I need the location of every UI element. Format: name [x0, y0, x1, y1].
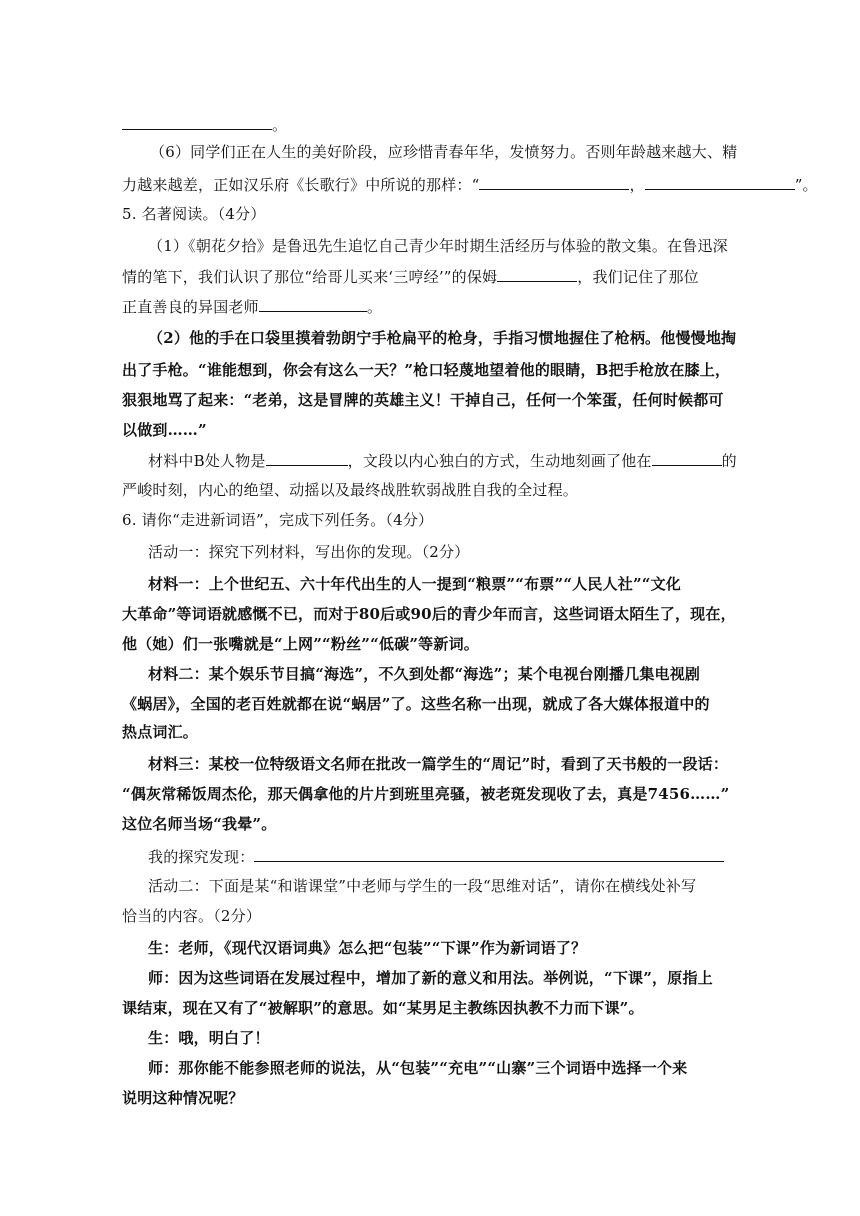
question-5-2-text [0, 450, 860, 471]
text: 力越来越差，正如汉乐府《长歌行》中所说的那样：“ [122, 176, 480, 194]
answer-blank[interactable] [254, 846, 724, 862]
section-6-heading: 6. 请你“走进新词语”，完成下列任务。（4分） [122, 511, 434, 529]
text: 情的笔下，我们认识了那位“给哥儿买来‘三哼经’”的保姆 [122, 268, 498, 286]
text: ”。 [794, 176, 818, 194]
question-6-text-cont [0, 174, 860, 195]
question-5-2-passage: 出了手枪。“谁能想到，你会有这么一天？”枪口轻蔑地望着他的眼睛，B把手枪放在膝上， [122, 361, 731, 379]
dialogue-line: 生：老师，《现代汉语词典》怎么把“包装”“下课”作为新词语了？ [148, 939, 587, 957]
answer-blank[interactable] [479, 174, 629, 190]
text: 正直善良的异国老师 [122, 298, 259, 316]
question-5-2-text-cont: 严峻时刻，内心的绝望、动摇以及最终战胜软弱战胜自我的全过程。 [122, 481, 579, 499]
material-1: 大革命”等词语就感慨不已，而对于80后或90后的青少年而言，这些词语太陌生了，现在， [122, 605, 736, 623]
text: 材料中B处人物是 [148, 452, 266, 470]
material-2: 热点词汇。 [122, 723, 199, 741]
answer-blank[interactable] [497, 266, 577, 282]
answer-blank[interactable] [652, 450, 722, 466]
material-2: 《蜗居》，全国的老百姓就都在说“蜗居”了。这些名称一出现，就成了各大媒体报道中的 [122, 695, 710, 713]
question-6-text: （6）同学们正在人生的美好阶段，应珍惜青春年华，发愤努力。否则年龄越来越大、精 [150, 143, 738, 161]
answer-blank[interactable] [266, 450, 348, 466]
question-5-1-text-cont [0, 266, 860, 287]
question-5-1-text: （1）《朝花夕拾》是鲁迅先生追忆自己青少年时期生活经历与体验的散文集。在鲁迅深 [148, 237, 728, 255]
material-3: 这位名师当场“我晕”。 [122, 815, 277, 833]
answer-blank[interactable] [645, 174, 795, 190]
material-3: 材料三：某校一位特级语文名师在批改一篇学生的“周记”时，看到了天书般的一段话： [148, 755, 729, 773]
dialogue-line: 生：哦，明白了！ [148, 1029, 270, 1047]
activity-2-heading: 活动二：下面是某“和谐课堂”中老师与学生的一段“思维对话”，请你在横线处补写 [148, 877, 697, 895]
section-5-heading: 5. 名著阅读。（4分） [122, 205, 266, 223]
question-5-2-passage: （2）他的手在口袋里摸着勃朗宁手枪扁平的枪身，手指习惯地握住了枪柄。他慢慢地掏 [148, 329, 737, 347]
question-5-1-text-cont [0, 296, 860, 317]
activity-2-heading-cont: 恰当的内容。（2分） [122, 907, 262, 925]
my-finding [0, 846, 860, 867]
dialogue-line: 师：那你能不能参照老师的说法，从“包装”“充电”“山寨”三个词语中选择一个来 [148, 1059, 688, 1077]
material-1: 他（她）们一张嘴就是“上网”“粉丝”“低碳”等新词。 [122, 635, 479, 653]
material-1: 材料一：上个世纪五、六十年代出生的人一提到“粮票”“布票”“人民人社”“文化 [148, 575, 681, 593]
answer-blank[interactable] [122, 114, 272, 130]
material-3: “偶灰常稀饭周杰伦，那天偶拿他的片片到班里亮骚，被老斑发现收了去，真是7456……” [122, 785, 730, 803]
text: 。 [366, 298, 383, 316]
activity-1-heading: 活动一：探究下列材料，写出你的发现。（2分） [148, 543, 470, 561]
text: ， [629, 176, 645, 194]
dialogue-line: 课结束，现在又有了“被解职”的意思。如“某男足主教练因执教不力而下课”。 [122, 999, 644, 1017]
dialogue-line: 说明这种情况呢？ [122, 1089, 244, 1107]
material-2: 材料二：某个娱乐节目搞“海选”，不久到处都“海选”；某个电视台刚播几集电视剧 [148, 665, 701, 683]
text: 我的探究发现： [148, 848, 255, 866]
text: 。 [272, 116, 288, 134]
text: ，文段以内心独白的方式，生动地刻画了他在 [347, 452, 652, 470]
question-5-2-passage: 以做到……” [122, 421, 207, 439]
text: ，我们记住了那位 [577, 268, 699, 286]
dialogue-line: 师：因为这些词语在发展过程中，增加了新的意义和用法。举例说，“下课”，原指上 [148, 969, 713, 987]
answer-line-row [0, 114, 860, 135]
question-5-2-passage: 狠狠地骂了起来：“老弟，这是冒牌的英雄主义！干掉自己，任何一个笨蛋，任何时候都可 [122, 391, 724, 409]
text: 的 [721, 452, 737, 470]
answer-blank[interactable] [259, 296, 367, 312]
